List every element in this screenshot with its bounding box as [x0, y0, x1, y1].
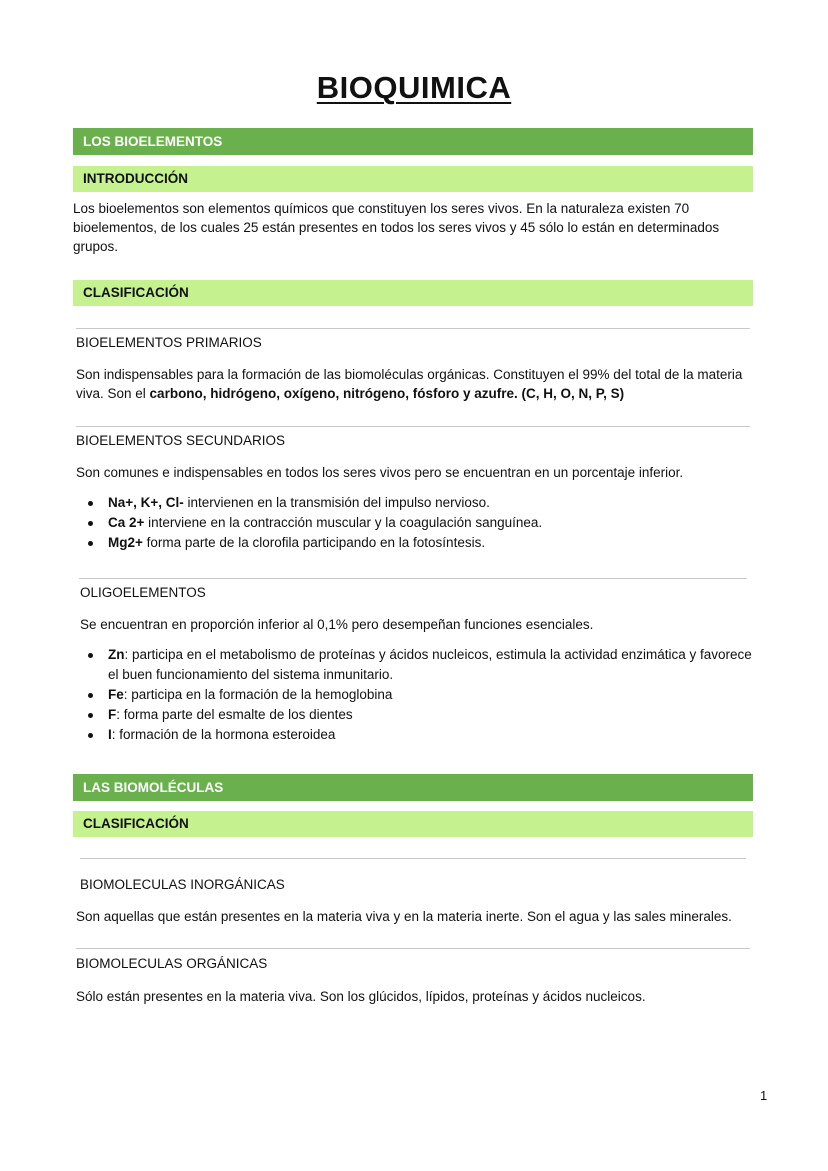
secundarios-paragraph: Son comunes e indispensables en todos los seres vivos pero se encuentran en un porcentaje inferior. [76, 465, 684, 480]
divider [79, 578, 747, 579]
oligoelementos-paragraph: Se encuentran en proporción inferior al 0,1% pero desempeñan funciones esenciales. [80, 617, 594, 632]
bullet-icon [88, 733, 93, 738]
list-item-text: : participa en la formación de la hemoglobina [123, 687, 393, 702]
subheading-clasificacion-biomoleculas: CLASIFICACIÓN [73, 811, 753, 837]
list-item-bold: Mg2+ [108, 535, 143, 550]
organicas-title: BIOMOLECULAS ORGÁNICAS [76, 956, 268, 971]
list-item [80, 493, 750, 513]
subheading-introduccion: INTRODUCCIÓN [73, 166, 753, 192]
inorganicas-title: BIOMOLECULAS INORGÁNICAS [80, 877, 285, 892]
list-item-text: : participa en el metabolismo de proteínas y ácidos nucleicos, estimula la actividad enzimática y favorece el buen funcionamiento del sistema inmunitario. [108, 647, 752, 682]
subheading-clasificacion-bioelementos: CLASIFICACIÓN [73, 280, 753, 306]
primarios-elements: carbono, hidrógeno, oxígeno, nitrógeno, fósforo y azufre. (C, H, O, N, P, S) [149, 386, 625, 401]
list-item-bold: F [108, 707, 117, 722]
divider [76, 328, 750, 329]
secundarios-title: BIOELEMENTOS SECUNDARIOS [76, 433, 286, 448]
bullet-icon [88, 693, 93, 698]
list-item-text: intervienen en la transmisión del impulso nervioso. [183, 495, 490, 510]
list-item-bold: Na+, K+, Cl- [108, 495, 184, 510]
bullet-icon [88, 501, 93, 506]
list-item-text: forma parte de la clorofila participando en la fotosíntesis. [142, 535, 486, 550]
oligoelementos-title: OLIGOELEMENTOS [80, 585, 206, 600]
list-item [80, 513, 750, 533]
list-item [80, 685, 756, 705]
organicas-paragraph: Sólo están presentes en la materia viva. Son los glúcidos, lípidos, proteínas y ácidos nucleicos. [76, 989, 646, 1004]
intro-paragraph: Los bioelementos son elementos químicos que constituyen los seres vivos. En la naturaleza existen 70 bioelementos, de los cuales 25 están presentes en todos los seres vivos y 45 sólo lo están en determinados grupos. [73, 201, 720, 254]
divider [76, 948, 750, 949]
list-item-text: interviene en la contracción muscular y la coagulación sanguínea. [144, 515, 543, 530]
primarios-title: BIOELEMENTOS PRIMARIOS [76, 335, 262, 350]
bullet-icon [88, 521, 93, 526]
list-item [80, 645, 756, 685]
secundarios-list [80, 493, 750, 553]
primarios-text: Son indispensables para la formación de las biomoléculas orgánicas. Constituyen el 99% del total de la materia viva. Son el [76, 367, 743, 401]
section-heading-bioelementos: LOS BIOELEMENTOS [73, 128, 753, 155]
primarios-paragraph [76, 365, 756, 403]
list-item [80, 725, 756, 745]
list-item-bold: I [108, 727, 112, 742]
list-item-text: : formación de la hormona esteroidea [111, 727, 336, 742]
divider [76, 426, 750, 427]
bullet-icon [88, 541, 93, 546]
list-item-bold: Zn [108, 647, 125, 662]
list-item [80, 533, 750, 553]
page-number: 1 [760, 1088, 768, 1103]
list-item [80, 705, 756, 725]
section-heading-biomoleculas: LAS BIOMOLÉCULAS [73, 774, 753, 801]
page-title: BIOQUIMICA [316, 70, 512, 105]
list-item-text: : forma parte del esmalte de los dientes [116, 707, 353, 722]
list-item-bold: Ca 2+ [108, 515, 145, 530]
list-item-bold: Fe [108, 687, 124, 702]
bullet-icon [88, 713, 93, 718]
bullet-icon [88, 653, 93, 658]
oligoelementos-list [80, 645, 756, 745]
inorganicas-paragraph: Son aquellas que están presentes en la materia viva y en la materia inerte. Son el agua y las sales minerales. [76, 909, 732, 924]
divider [80, 858, 746, 859]
